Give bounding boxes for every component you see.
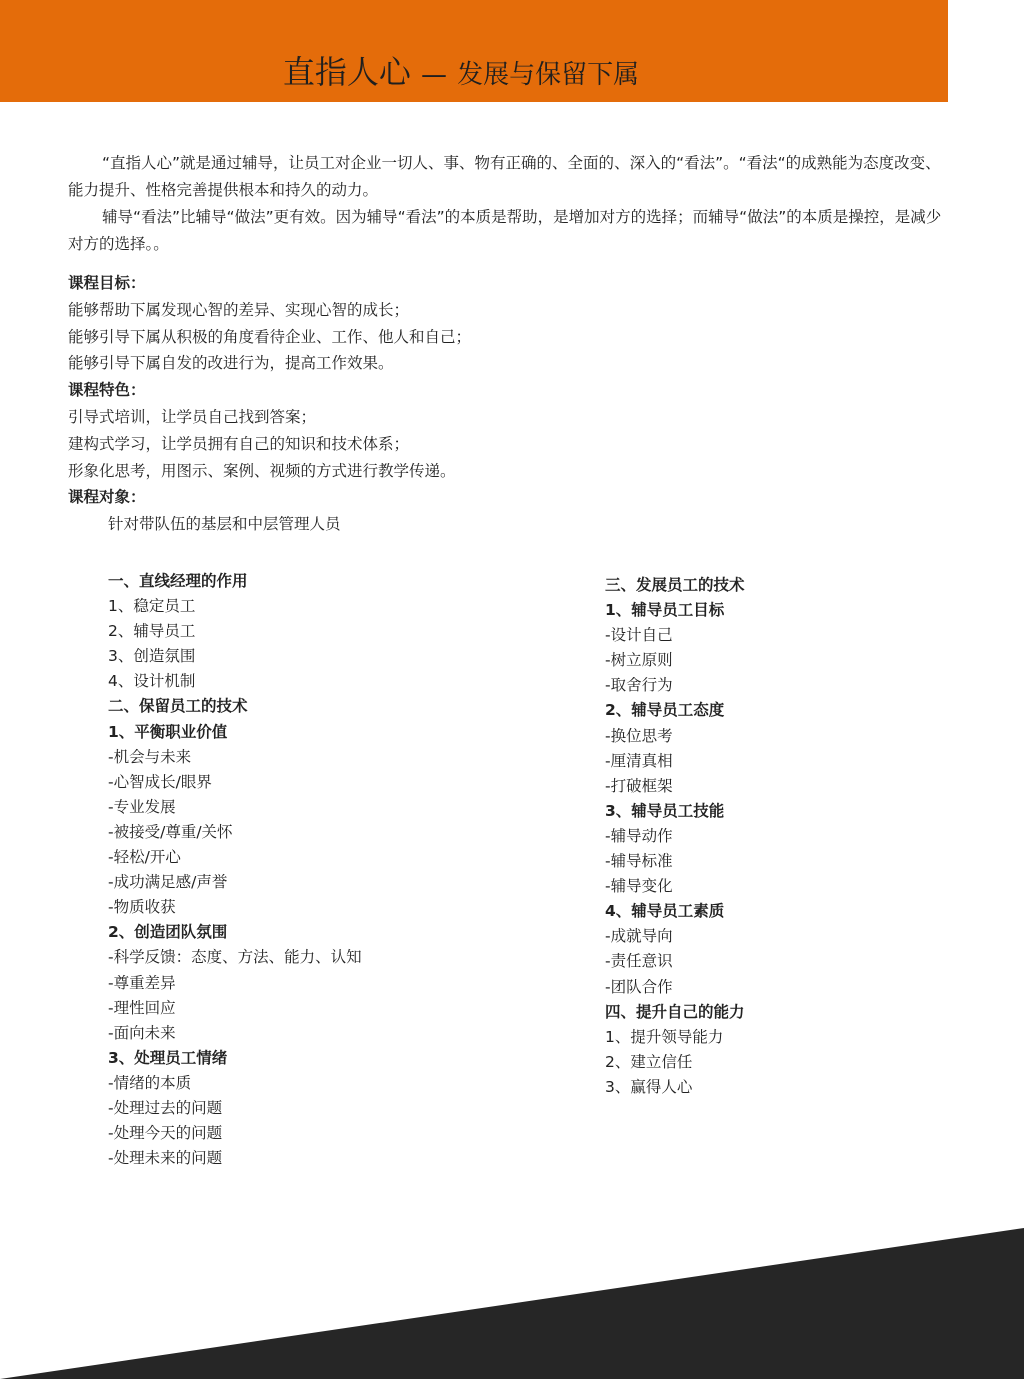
outline-item: 2、辅导员工: [108, 622, 196, 641]
outline-item: -轻松/开心: [108, 848, 181, 867]
outline-item: -打破框架: [605, 776, 673, 795]
outline-item: -处理未来的问题: [108, 1149, 223, 1168]
title-main: 直指人心: [282, 53, 411, 91]
outline-heading: 2、创造团队氛围: [108, 923, 228, 942]
outline-item: -处理过去的问题: [108, 1098, 223, 1117]
outline-heading: 1、平衡职业价值: [108, 722, 228, 741]
intro-paragraph: 辅导“看法”比辅导“做法”更有效。因为辅导“看法”的本质是帮助，是增加对方的选择；而辅导“做法”的本质是操控，是减少对方的选择。。: [68, 208, 942, 253]
intro-section: [68, 150, 948, 258]
outline-heading: 4、辅导员工素质: [605, 902, 725, 921]
outline-item: 2、建立信任: [605, 1052, 693, 1071]
course-info: [68, 270, 948, 538]
outline-heading: 三、发展员工的技术: [605, 576, 745, 594]
title-subtitle: 发展与保留下属: [457, 60, 640, 90]
outline-item: -辅导标准: [605, 852, 673, 871]
outline-item: -团队合作: [605, 977, 673, 996]
outline-heading: 2、辅导员工态度: [605, 701, 725, 720]
outline-left-column: [108, 569, 362, 1171]
outline-item: -成就导向: [605, 927, 673, 946]
footer-dark-wedge: [0, 1228, 1024, 1379]
outline-heading: 二、保留员工的技术: [108, 697, 248, 716]
audience-text: 针对带队伍的基层和中层管理人员: [108, 515, 341, 534]
outline-item: -设计自己: [605, 626, 673, 645]
goal-item: 能够帮助下属发现心智的差异、实现心智的成长；: [68, 300, 410, 319]
outline-item: -尊重差异: [108, 973, 176, 992]
outline-item: -面向未来: [108, 1023, 176, 1042]
outline-right-column: [605, 573, 745, 1100]
outline-item: -被接受/尊重/关怀: [108, 822, 233, 841]
outline-item: -取舍行为: [605, 676, 673, 695]
outline-item: 3、创造氛围: [108, 647, 196, 666]
goal-item: 能够引导下属自发的改进行为，提高工作效果。: [68, 354, 394, 373]
feature-item: 形象化思考，用图示、案例、视频的方式进行教学传递。: [68, 461, 456, 480]
outline-item: 1、提升领导能力: [605, 1027, 724, 1046]
outline-heading: 一、直线经理的作用: [108, 572, 248, 590]
goal-item: 能够引导下属从积极的角度看待企业、工作、他人和自己；: [68, 327, 472, 346]
outline-item: -换位思考: [605, 726, 673, 745]
outline-item: -情绪的本质: [108, 1073, 192, 1092]
outline-item: -责任意识: [605, 952, 673, 971]
feature-item: 建构式学习，让学员拥有自己的知识和技术体系；: [68, 434, 410, 453]
outline-item: -辅导变化: [605, 877, 673, 896]
outline-item: 3、赢得人心: [605, 1077, 693, 1096]
outline-heading: 3、处理员工情绪: [108, 1048, 228, 1067]
outline-heading: 四、提升自己的能力: [605, 1002, 745, 1021]
title-dash: —: [421, 60, 447, 90]
intro-paragraph: “直指人心”就是通过辅导，让员工对企业一切人、事、物有正确的、全面的、深入的“看法”。“看法“的成熟能为态度改变、能力提升、性格完善提供根本和持久的动力。: [68, 154, 941, 199]
audience-heading: 课程对象：: [68, 488, 146, 507]
outline-item: -专业发展: [108, 797, 176, 816]
outline-heading: 1、辅导员工目标: [605, 601, 725, 620]
outline-item: -处理今天的问题: [108, 1124, 223, 1143]
outline-item: -成功满足感/声誉: [108, 873, 228, 892]
feature-item: 引导式培训，让学员自己找到答案；: [68, 407, 317, 426]
outline-item: -物质收获: [108, 898, 176, 917]
outline-item: -机会与未来: [108, 747, 192, 766]
outline-item: -心智成长/眼界: [108, 772, 212, 791]
goal-heading: 课程目标：: [68, 274, 146, 292]
outline-item: -科学反馈：态度、方法、能力、认知: [108, 948, 362, 967]
outline-item: -辅导动作: [605, 826, 673, 845]
outline-item: -理性回应: [108, 998, 176, 1017]
page-title: [0, 52, 922, 95]
outline-heading: 3、辅导员工技能: [605, 801, 725, 820]
outline-item: 1、稳定员工: [108, 597, 196, 616]
outline-item: -厘清真相: [605, 751, 673, 770]
outline-item: 4、设计机制: [108, 672, 196, 691]
footer-decoration: [0, 1228, 1024, 1379]
outline-item: -树立原则: [605, 651, 673, 670]
feature-heading: 课程特色：: [68, 381, 146, 400]
